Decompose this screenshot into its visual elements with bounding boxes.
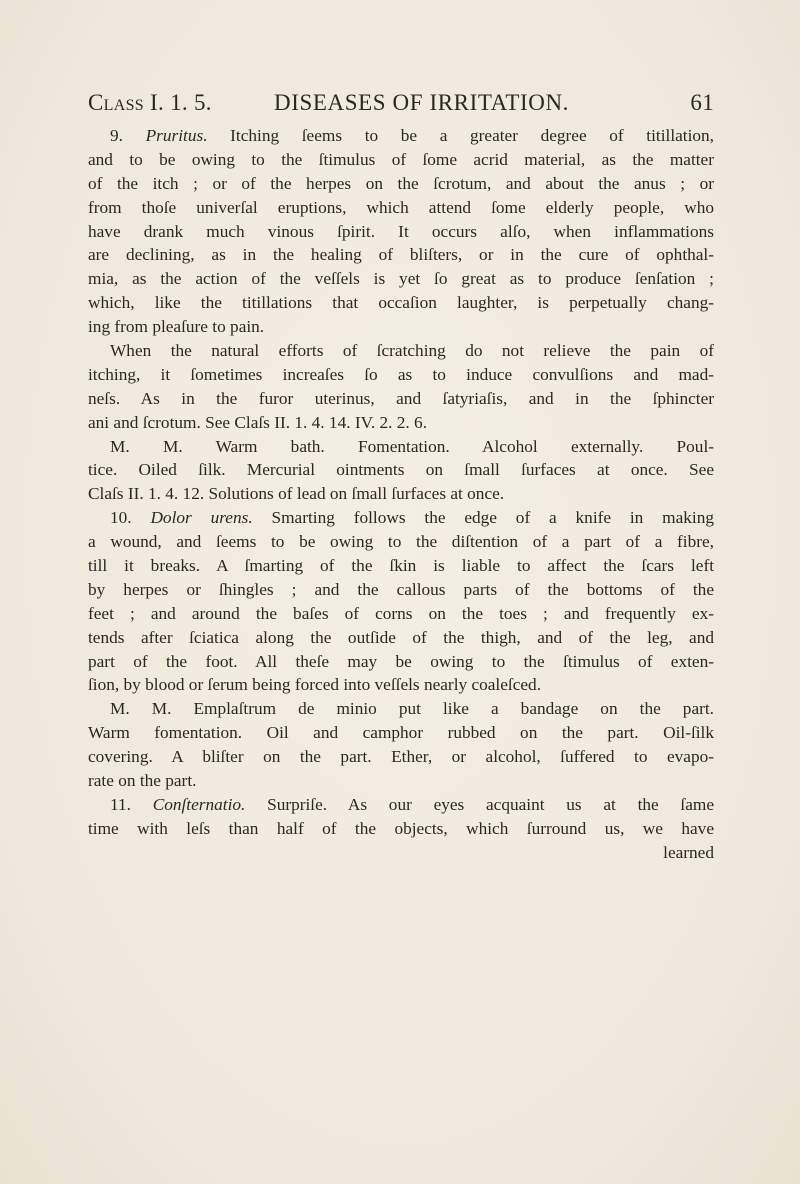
running-header bbox=[88, 90, 714, 116]
text-run: mia, as the action of the veſſels is yet ſo great as to produce ſenſation ; bbox=[88, 269, 714, 289]
header-class-ref: Class I. 1. 5. bbox=[88, 90, 212, 115]
entry-title: Conſternatio. bbox=[152, 794, 246, 814]
text-line bbox=[88, 506, 714, 530]
text-line bbox=[88, 721, 714, 745]
text-run: till it breaks. A ſmarting of the ſkin is liable to affect the ſcars left bbox=[88, 556, 714, 576]
text-run: neſs. As in the furor uterinus, and ſatyriaſis, and in the ſphincter bbox=[88, 388, 714, 408]
text-run: tends after ſciatica along the outſide of the thigh, and of the leg, and bbox=[88, 627, 714, 647]
text-run: Itching ſeems to be a greater degree of titillation, bbox=[207, 126, 714, 145]
text-run: Smarting follows the edge of a knife in making bbox=[252, 508, 714, 528]
text-run: 11. bbox=[110, 794, 153, 814]
text-run: ſion, by blood or ſerum being forced into veſſels nearly coaleſced. bbox=[88, 675, 542, 695]
text-line bbox=[88, 387, 714, 411]
text-line bbox=[88, 841, 714, 865]
text-line bbox=[88, 458, 714, 482]
text-run: rate on the part. bbox=[88, 771, 197, 791]
text-run: itching, it ſometimes increaſes ſo as to induce convulſions and mad- bbox=[88, 364, 714, 384]
text-line bbox=[88, 626, 714, 650]
text-run: of the itch ; or of the herpes on the ſcrotum, and about the anus ; or bbox=[88, 173, 714, 193]
text-run: time with leſs than half of the objects, which ſurround us, we have bbox=[88, 818, 714, 838]
text-run: have drank much vinous ſpirit. It occurs alſo, when inflammations bbox=[88, 221, 714, 241]
text-run: M. M. Emplaſtrum de minio put like a bandage on the part. bbox=[110, 699, 714, 719]
text-line bbox=[88, 220, 714, 244]
text-run: and to be owing to the ſtimulus of ſome acrid material, as the matter bbox=[88, 149, 714, 169]
text-line bbox=[88, 435, 714, 459]
text-line bbox=[88, 817, 714, 841]
text-run: a wound, and ſeems to be owing to the diſtention of a part of a fibre, bbox=[88, 532, 714, 552]
text-run: part of the foot. All theſe may be owing to the ſtimulus of exten- bbox=[88, 651, 714, 671]
text-run: ing from pleaſure to pain. bbox=[88, 317, 265, 337]
text-run: M. M. Warm bath. Fomentation. Alcohol externally. Poul- bbox=[110, 436, 714, 456]
text-line bbox=[88, 363, 714, 387]
text-run: Claſs II. 1. 4. 12. Solutions of lead on ſmall ſurfaces at once. bbox=[88, 484, 505, 504]
text-line bbox=[88, 697, 714, 721]
text-line bbox=[88, 482, 714, 506]
text-line bbox=[88, 602, 714, 626]
text-run: When the natural efforts of ſcratching do not relieve the pain of bbox=[110, 341, 714, 361]
entry-title: Pruritus. bbox=[145, 126, 208, 145]
text-line bbox=[88, 315, 714, 339]
text-line bbox=[88, 267, 714, 291]
text-run: from thoſe univerſal eruptions, which attend ſome elderly people, who bbox=[88, 197, 714, 217]
text-line bbox=[88, 124, 714, 148]
text-line bbox=[88, 196, 714, 220]
text-line bbox=[88, 339, 714, 363]
text-run: 10. bbox=[110, 508, 151, 528]
text-run: Warm fomentation. Oil and camphor rubbed on the part. Oil-ſilk bbox=[88, 723, 714, 743]
text-line bbox=[88, 554, 714, 578]
text-run: learned bbox=[663, 842, 714, 862]
text-line bbox=[88, 793, 714, 817]
text-run: are declining, as in the healing of bliſters, or in the cure of ophthal- bbox=[88, 245, 714, 265]
text-run: by herpes or ſhingles ; and the callous parts of the bottoms of the bbox=[88, 579, 714, 599]
text-run: covering. A bliſter on the part. Ether, or alcohol, ſuffered to evapo- bbox=[88, 747, 714, 767]
text-run: 9. bbox=[110, 126, 146, 145]
text-line bbox=[88, 578, 714, 602]
entry-title: Dolor urens. bbox=[150, 508, 253, 528]
text-run: ani and ſcrotum. See Claſs II. 1. 4. 14. IV. 2. 2. 6. bbox=[88, 412, 428, 432]
text-line bbox=[88, 243, 714, 267]
body-text bbox=[88, 124, 714, 865]
text-line bbox=[88, 650, 714, 674]
text-run: tice. Oiled ſilk. Mercurial ointments on ſmall ſurfaces at once. See bbox=[88, 460, 714, 480]
text-run: Surpriſe. As our eyes acquaint us at the ſame bbox=[245, 794, 714, 814]
text-run: feet ; and around the baſes of corns on the toes ; and frequently ex- bbox=[88, 603, 714, 623]
page-number: 61 bbox=[690, 90, 714, 115]
text-line bbox=[88, 769, 714, 793]
text-line bbox=[88, 291, 714, 315]
text-line bbox=[88, 148, 714, 172]
text-line bbox=[88, 530, 714, 554]
text-run: which, like the titillations that occaſion laughter, is perpetually chang- bbox=[88, 293, 714, 313]
text-line bbox=[88, 745, 714, 769]
text-line bbox=[88, 411, 714, 435]
header-title: DISEASES OF IRRITATION. bbox=[274, 90, 569, 115]
text-line bbox=[88, 172, 714, 196]
text-line bbox=[88, 673, 714, 697]
